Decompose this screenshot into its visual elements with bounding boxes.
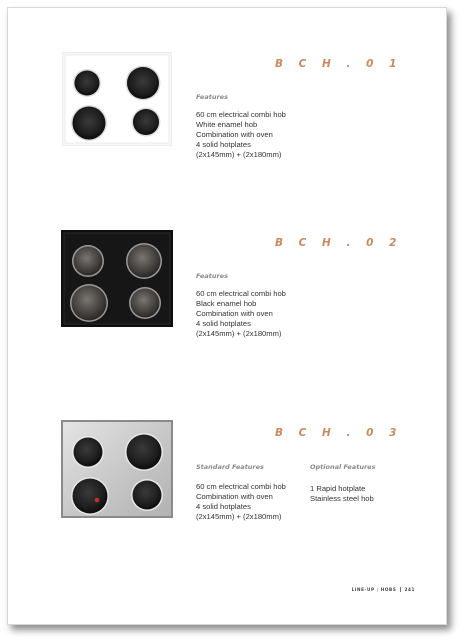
product-code: B C H . 0 2 (275, 237, 403, 249)
page-footer: LINE-UP | HOBS 241 (351, 587, 415, 592)
feature-item: 1 Rapid hotplate (310, 484, 366, 493)
features-heading: Features (196, 93, 228, 101)
footer-category: HOBS (380, 587, 397, 592)
feature-item: 4 solid hotplates (196, 502, 251, 511)
product-code: B C H . 0 1 (275, 58, 403, 70)
product-code: B C H . 0 3 (275, 427, 403, 439)
optional-features-heading: Optional Features (310, 463, 376, 471)
features-heading: Features (196, 272, 228, 280)
feature-item: White enamel hob (196, 120, 258, 129)
footer-section: LINE-UP (351, 587, 375, 592)
page-number: 241 (400, 587, 415, 592)
standard-features-list (196, 482, 286, 522)
feature-item: (2x145mm) + (2x180mm) (196, 150, 282, 159)
hob-image-stainless (61, 420, 173, 518)
feature-item: Combination with oven (196, 309, 273, 318)
features-list (196, 110, 286, 160)
feature-item: 60 cm electrical combi hob (196, 482, 286, 491)
feature-item: 4 solid hotplates (196, 319, 251, 328)
feature-item: Combination with oven (196, 130, 273, 139)
feature-item: Stainless steel hob (310, 494, 374, 503)
hob-image-black (61, 230, 173, 327)
hob-image-white (62, 52, 172, 146)
feature-item: 60 cm electrical combi hob (196, 110, 286, 119)
rapid-indicator-dot (95, 498, 100, 503)
optional-features-list (310, 484, 374, 504)
feature-item: 60 cm electrical combi hob (196, 289, 286, 298)
feature-item: 4 solid hotplates (196, 140, 251, 149)
standard-features-heading: Standard Features (196, 463, 264, 471)
feature-item: (2x145mm) + (2x180mm) (196, 512, 282, 521)
feature-item: Combination with oven (196, 492, 273, 501)
feature-item: Black enamel hob (196, 299, 257, 308)
catalog-page (7, 7, 447, 625)
feature-item: (2x145mm) + (2x180mm) (196, 329, 282, 338)
features-list (196, 289, 286, 339)
